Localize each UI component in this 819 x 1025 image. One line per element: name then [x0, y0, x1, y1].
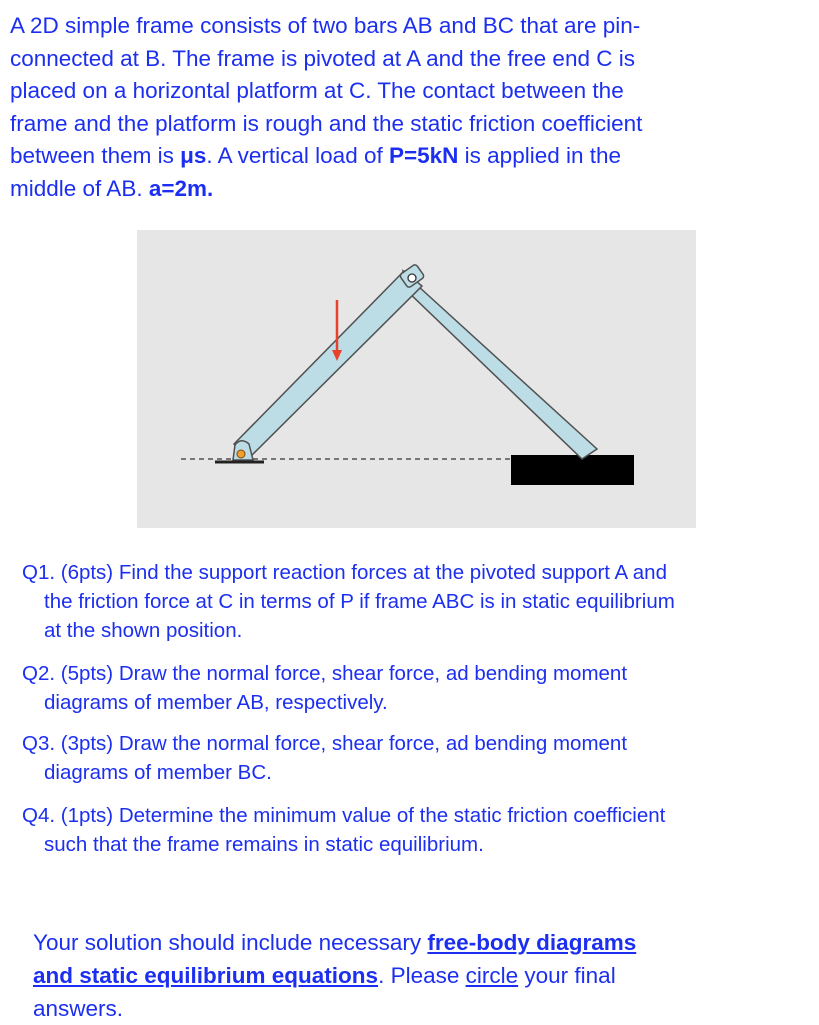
solution-instructions [33, 926, 793, 1025]
intro-line-2: connected at B. The frame is pivoted at A and the free end C is [10, 45, 635, 71]
intro-line-4: frame and the platform is rough and the static friction coefficient [10, 110, 643, 136]
intro-line-1: A 2D simple frame consists of two bars AB and BC that are pin- [10, 13, 641, 38]
question-3-line-2: diagrams of member BC. [44, 761, 272, 784]
intro-line-3: placed on a horizontal platform at C. The contact between the [10, 78, 624, 103]
footer-line-2 [33, 959, 793, 992]
friction-coefficient-symbol: μs [180, 143, 207, 168]
question-2-line-1: Q2. (5pts) Draw the normal force, shear force, ad bending moment [22, 662, 628, 685]
question-3 [22, 729, 802, 787]
question-1 [22, 558, 802, 645]
load-value: P=5kN [388, 143, 459, 168]
pin-b-icon [408, 274, 416, 282]
intro-text: between them is [10, 143, 181, 168]
intro-line-6 [10, 173, 810, 206]
footer-line-1 [33, 926, 793, 959]
circle-emphasis: circle [465, 963, 519, 988]
footer-text: . Please [378, 963, 466, 988]
question-4 [22, 801, 802, 859]
pin-a-icon [237, 450, 245, 458]
footer-text: your final [518, 963, 616, 988]
question-1-line-3: at the shown position. [44, 619, 243, 642]
dimension-a-value: a=2m. [148, 175, 214, 201]
free-body-diagrams-emphasis: free-body diagrams [427, 930, 637, 955]
intro-line-5 [10, 140, 810, 173]
question-2 [22, 659, 802, 717]
question-1-line-1: Q1. (6pts) Find the support reaction forces at the pivoted support A and [22, 561, 667, 584]
footer-text: Your solution should include necessary [33, 930, 428, 955]
question-4-line-1: Q4. (1pts) Determine the minimum value of the static friction coefficient [22, 804, 666, 827]
intro-text: middle of AB. [10, 175, 149, 201]
intro-text: . A vertical load of [206, 143, 389, 168]
problem-statement [10, 10, 810, 205]
question-2-line-2: diagrams of member AB, respectively. [44, 691, 388, 714]
footer-line-3: answers. [33, 996, 124, 1021]
equilibrium-equations-emphasis: and static equilibrium equations [33, 963, 379, 988]
question-4-line-2: such that the frame remains in static equilibrium. [44, 833, 484, 856]
platform [511, 455, 634, 485]
intro-text: is applied in the [458, 143, 622, 168]
question-3-line-1: Q3. (3pts) Draw the normal force, shear force, ad bending moment [22, 732, 628, 755]
frame-figure [137, 230, 696, 528]
question-1-line-2: the friction force at C in terms of P if frame ABC is in static equilibrium [44, 590, 675, 613]
